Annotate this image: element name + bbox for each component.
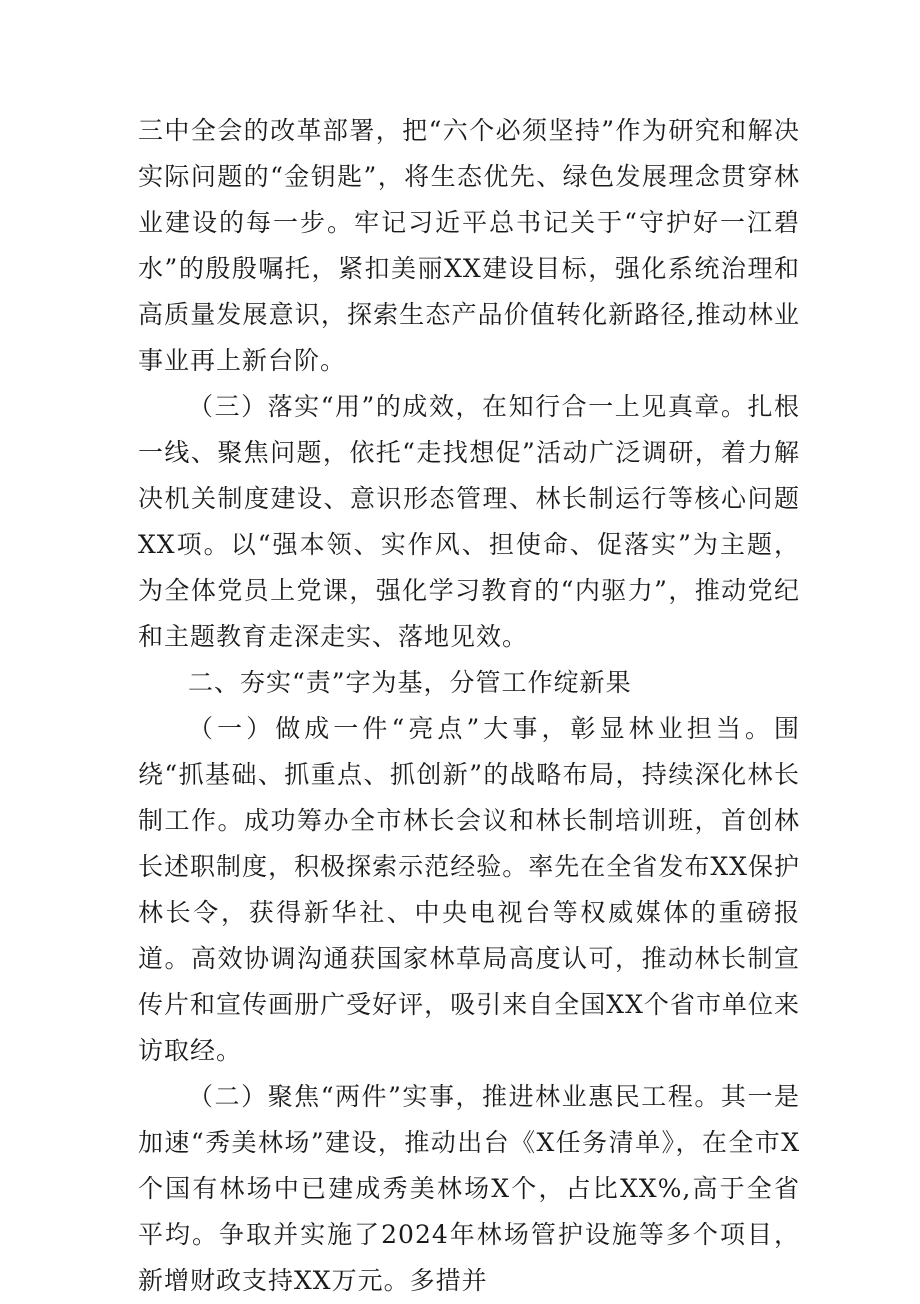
paragraph-1: 三中全会的改革部署，把“六个必须坚持”作为研究和解决实际问题的“金钥匙”，将生态优先、绿色发展理念贯穿林业建设的每一步。牢记习近平总书记关于“守护好一江碧水”的殷殷嘱托，紧扣美丽XX建设目标，强化系统治理和高质量发展意识，探索生态产品价值转化新路径,推动林业事业再上新台阶。 xyxy=(138,116,800,375)
paragraph-4: （二）聚焦“两件”实事，推进林业惠民工程。其一是加速“秀美林场”建设，推动出台《X任务清单》，在全市X个国有林场中已建成秀美林场X个，占比XX%,高于全省平均。争取并实施了2024年林场管护设施等多个项目，新增财政支持XX万元。多措并 xyxy=(138,1082,800,1295)
document-body xyxy=(138,108,800,1304)
paragraph-2: （三）落实“用”的成效，在知行合一上见真章。扎根一线、聚焦问题，依托“走找想促”活动广泛调研，着力解决机关制度建设、意识形态管理、林长制运行等核心问题XX项。以“强本领、实作风、担使命、促落实”为主题，为全体党员上党课，强化学习教育的“内驱力”，推动党纪和主题教育走深走实、落地见效。 xyxy=(138,392,800,651)
paragraph-3: （一）做成一件“亮点”大事，彰显林业担当。围绕“抓基础、抓重点、抓创新”的战略布局，持续深化林长制工作。成功筹办全市林长会议和林长制培训班，首创林长述职制度，积极探索示范经验。率先在全省发布XX保护林长令，获得新华社、中央电视台等权威媒体的重磅报道。高效协调沟通获国家林草局高度认可，推动林长制宣传片和宣传画册广受好评，吸引来自全国XX个省市单位来访取经。 xyxy=(138,714,800,1065)
section-heading: 二、夯实“责”字为基，分管工作绽新果 xyxy=(188,668,632,697)
